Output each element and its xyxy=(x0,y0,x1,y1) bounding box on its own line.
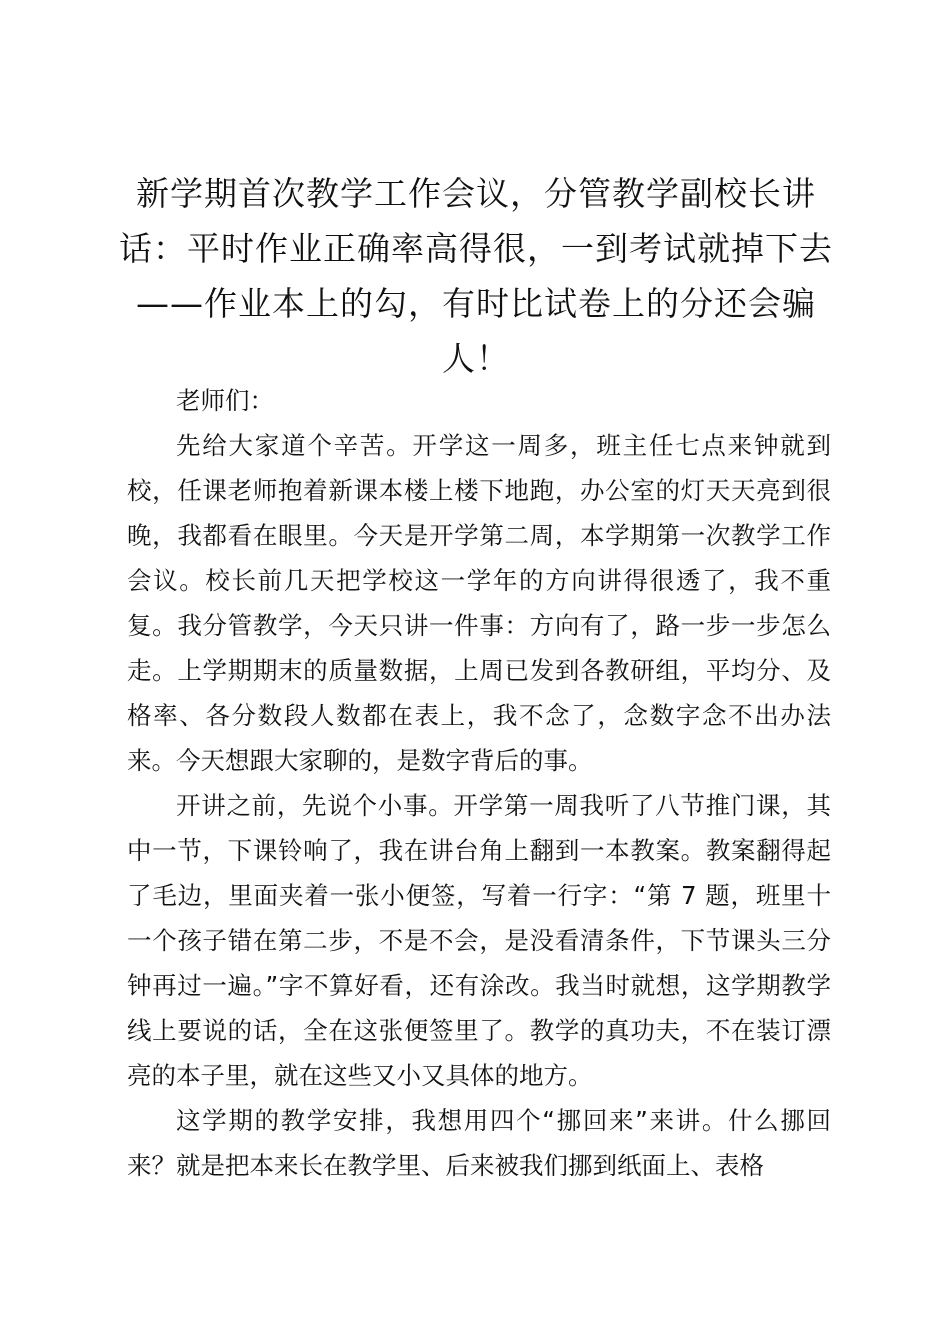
document-title: 新学期首次教学工作会议，分管教学副校长讲话：平时作业正确率高得很，一到考试就掉下去——作业本上的勾，有时比试卷上的分还会骗人！ xyxy=(119,174,833,378)
paragraph-3: 这学期的教学安排，我想用四个“挪回来”来讲。什么挪回来？就是把本来长在教学里、后来被我们挪到纸面上、表格 xyxy=(127,1106,831,1180)
paragraph-2: 开讲之前，先说个小事。开学第一周我听了八节推门课，其中一节，下课铃响了，我在讲台角上翻到一本教案。教案翻得起了毛边，里面夹着一张小便签，写着一行字：“第 7 题，班里十一个孩子错在第二步，不是不会，是没看清条件，下节课头三分钟再过一遍。”字不算好看，还有涂改。我当时就想，这学期教学线上要说的话，全在这张便签里了。教学的真功夫，不在装订漂亮的本子里，就在这些又小又具体的地方。 xyxy=(127,791,831,1090)
document-body xyxy=(127,378,831,1188)
paragraph-1: 先给大家道个辛苦。开学这一周多，班主任七点来钟就到校，任课老师抱着新课本楼上楼下地跑，办公室的灯天天亮到很晚，我都看在眼里。今天是开学第二周，本学期第一次教学工作会议。校长前几天把学校这一学年的方向讲得很透了，我不重复。我分管教学，今天只讲一件事：方向有了，路一步一步怎么走。上学期期末的质量数据，上周已发到各教研组，平均分、及格率、各分数段人数都在表上，我不念了，念数字念不出办法来。今天想跟大家聊的，是数字背后的事。 xyxy=(127,431,831,775)
salutation: 老师们： xyxy=(176,386,274,415)
